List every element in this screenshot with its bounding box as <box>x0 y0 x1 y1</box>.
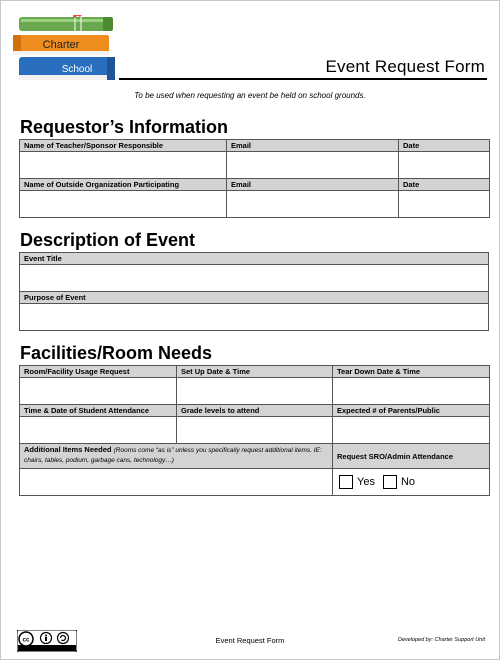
label-grade-levels: Grade levels to attend <box>177 405 333 417</box>
charter-school-books-logo <box>11 15 121 89</box>
facilities-table <box>19 365 490 496</box>
email-field-1[interactable] <box>227 152 399 179</box>
footer-credit: Developed by: Charter Support Unit <box>397 637 485 643</box>
section-title-requestor: Requestor’s Information <box>20 117 229 137</box>
yes-label: Yes <box>357 476 375 488</box>
email-field-2[interactable] <box>227 191 399 218</box>
description-table <box>19 252 489 331</box>
label-email-1: Email <box>227 140 399 152</box>
label-teacher-sponsor: Name of Teacher/Sponsor Responsible <box>20 140 227 152</box>
additional-items-field[interactable] <box>20 469 333 496</box>
label-request-sro: Request SRO/Admin Attendance <box>333 444 490 469</box>
set-up-date-time-field[interactable] <box>177 378 333 405</box>
label-date-1: Date <box>399 140 490 152</box>
label-purpose-of-event: Purpose of Event <box>20 292 489 304</box>
label-email-2: Email <box>227 179 399 191</box>
tear-down-date-time-field[interactable] <box>333 378 490 405</box>
requestor-table <box>19 139 490 218</box>
label-date-2: Date <box>399 179 490 191</box>
outside-organization-field[interactable] <box>20 191 227 218</box>
orange-book-icon <box>13 35 109 55</box>
blue-book-icon <box>19 57 115 80</box>
section-title-facilities: Facilities/Room Needs <box>20 343 213 363</box>
footer-title: Event Request Form <box>215 636 285 645</box>
event-title-field[interactable] <box>20 265 489 292</box>
expected-parents-public-field[interactable] <box>333 417 490 444</box>
date-field-1[interactable] <box>399 152 490 179</box>
no-label: No <box>400 476 416 488</box>
label-set-up-date-time: Set Up Date & Time <box>177 366 333 378</box>
svg-text:cc: cc <box>22 637 30 644</box>
label-expected-parents-public: Expected # of Parents/Public <box>333 405 490 417</box>
label-event-title: Event Title <box>20 253 489 265</box>
purpose-of-event-field[interactable] <box>20 304 489 331</box>
yes-checkbox[interactable] <box>339 475 353 489</box>
section-title-description: Description of Event <box>20 230 196 250</box>
label-room-facility-usage: Room/Facility Usage Request <box>20 366 177 378</box>
logo-text-school: School <box>61 64 93 75</box>
room-facility-usage-field[interactable] <box>20 378 177 405</box>
additional-items-label: Additional Items Needed <box>24 445 112 454</box>
page-title: Event Request Form <box>325 57 485 76</box>
label-additional-items <box>20 444 333 469</box>
date-field-2[interactable] <box>399 191 490 218</box>
no-checkbox[interactable] <box>383 475 397 489</box>
teacher-sponsor-field[interactable] <box>20 152 227 179</box>
logo-text-charter: Charter <box>42 39 80 51</box>
label-outside-organization: Name of Outside Organization Participating <box>20 179 227 191</box>
grade-levels-field[interactable] <box>177 417 333 444</box>
page-subtitle: To be used when requesting an event be held on school grounds. <box>134 91 366 100</box>
additional-items-note: (Rooms come “as is” unless you specifically request additional items. IE: chairs, tables, podium, garbage cans, technology…) <box>24 447 322 464</box>
sro-options <box>333 469 490 496</box>
title-divider <box>119 78 487 80</box>
green-book-icon <box>19 15 113 31</box>
label-student-attendance: Time & Date of Student Attendance <box>20 405 177 417</box>
student-attendance-field[interactable] <box>20 417 177 444</box>
label-tear-down-date-time: Tear Down Date & Time <box>333 366 490 378</box>
